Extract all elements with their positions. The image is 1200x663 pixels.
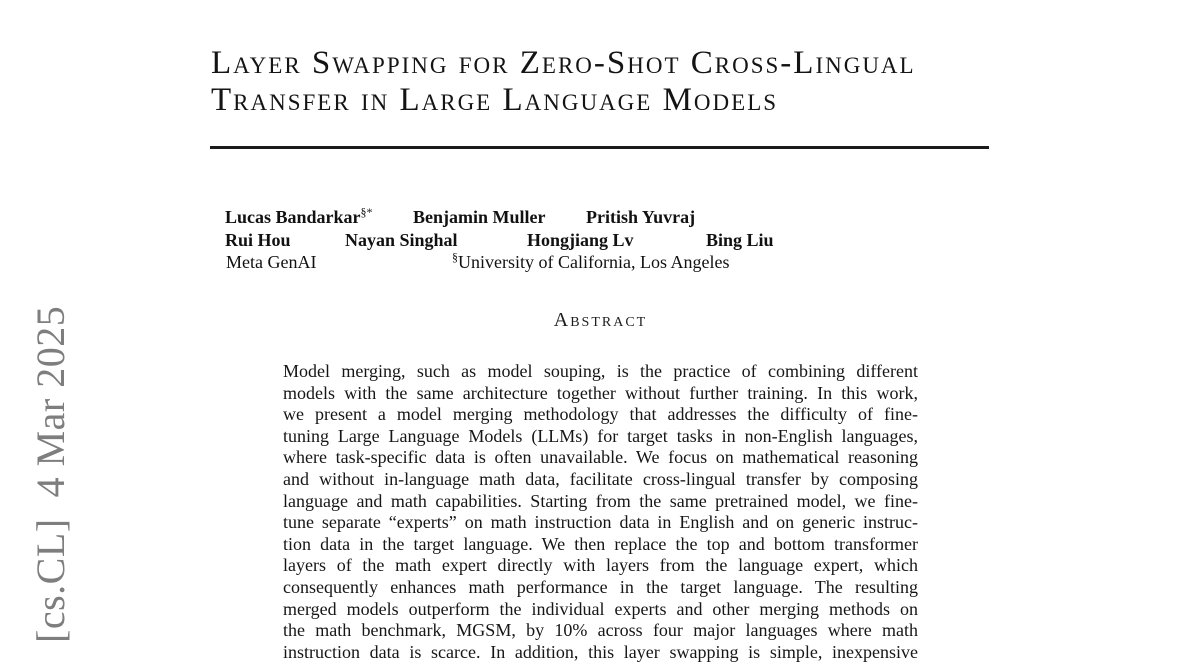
arxiv-watermark: [cs.CL] 4 Mar 2025 — [28, 305, 73, 643]
abstract-line: tuning Large Language Models (LLMs) for target tasks in non-English languages, — [283, 425, 918, 446]
abstract-line: tion data in the target language. We then replace the top and bottom transformer — [283, 533, 918, 554]
abstract-line: models with the same architecture together without further training. In this work, — [283, 382, 918, 403]
paper-title-line2: Transfer in Large Language Models — [211, 82, 779, 118]
title-rule — [210, 146, 989, 149]
abstract-line: we present a model merging methodology that addresses the difficulty of fine- — [283, 404, 918, 425]
author-name-text: Hongjiang Lv — [527, 230, 634, 250]
abstract-line: tune separate “experts” on math instruction data in English and on generic instruc- — [283, 512, 918, 533]
abstract-line: and without in-language math data, facilitate cross-lingual transfer by composing — [283, 468, 918, 489]
abstract-line: the math benchmark, MGSM, by 10% across four major languages where math — [283, 620, 918, 641]
author-name-text: Pritish Yuvraj — [586, 207, 696, 227]
abstract-line: merged models outperform the individual experts and other merging methods on — [283, 598, 918, 619]
abstract-line: layers of the math expert directly with layers from the language expert, which — [283, 555, 918, 576]
author-superscript: §* — [360, 205, 373, 219]
author-name-text: Rui Hou — [225, 230, 291, 250]
affiliation — [452, 246, 729, 273]
paper-title-line1: Layer Swapping for Zero-Shot Cross-Lingual — [211, 45, 916, 81]
abstract-line: consequently enhances math performance in the target language. The resulting — [283, 576, 918, 597]
abstract-line: instruction data is scarce. In addition, this layer swapping is simple, inexpensive — [283, 641, 918, 662]
abstract-heading: Abstract — [553, 309, 648, 331]
abstract-line: language and math capabilities. Starting from the same pretrained model, we fine- — [283, 490, 918, 511]
author-name-text: Benjamin Muller — [413, 207, 546, 227]
author-name — [345, 224, 458, 251]
affiliation — [226, 246, 316, 273]
author-name-text: Nayan Singhal — [345, 230, 458, 250]
affiliation-superscript: § — [452, 250, 458, 264]
author-name-text: Bing Liu — [706, 230, 774, 250]
abstract-line: Model merging, such as model souping, is the practice of combining different — [283, 361, 918, 381]
abstract-body — [283, 361, 918, 663]
author-name-text: Lucas Bandarkar — [225, 207, 361, 227]
affiliation-text: University of California, Los Angeles — [458, 252, 730, 272]
abstract-line: where task-specific data is often unavailable. We focus on mathematical reasoning — [283, 447, 918, 468]
affiliation-text: Meta GenAI — [226, 252, 317, 272]
paper-title — [211, 45, 916, 119]
